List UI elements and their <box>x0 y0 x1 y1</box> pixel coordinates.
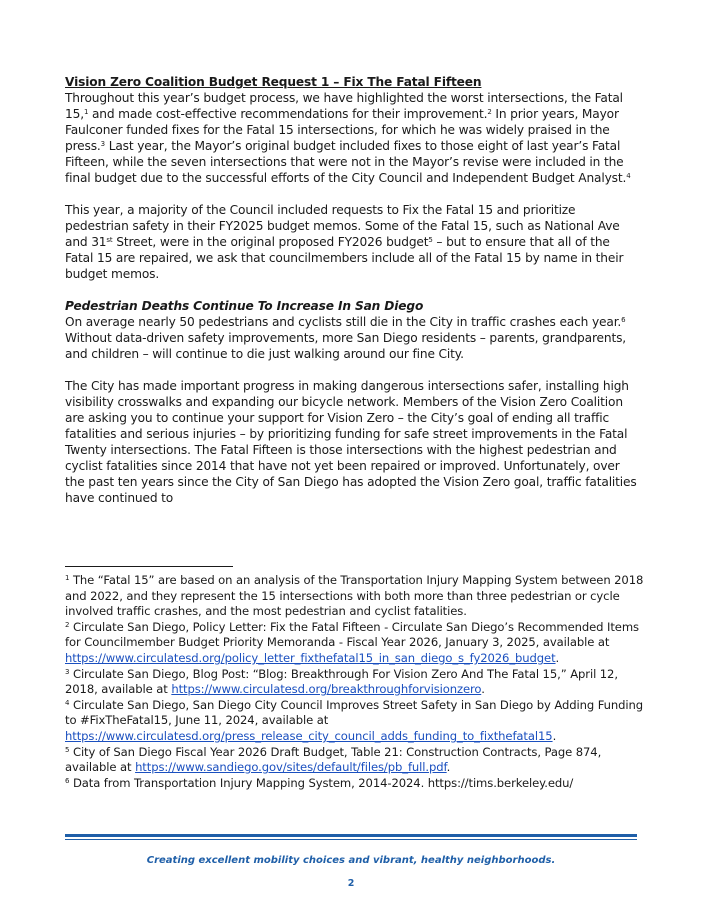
footnote-link[interactable]: https://www.circulatesd.org/press_release_city_council_adds_funding_to_fixthefatal15 <box>65 728 553 743</box>
paragraph-text: Street, were in the original proposed FY2026 budget <box>112 235 429 249</box>
footnote-number: 6 <box>65 776 70 785</box>
footnote-2 <box>65 620 645 667</box>
section-1-paragraph-2 <box>65 202 637 282</box>
footnote-5 <box>65 745 645 776</box>
footnote-link[interactable]: https://www.sandiego.gov/sites/default/files/pb_full.pdf <box>135 760 447 775</box>
paragraph-text: On average nearly 50 pedestrians and cyclists still die in the City in traffic crashes each year. <box>65 315 622 329</box>
footnote-punct: . <box>481 682 485 697</box>
footnote-ref[interactable]: 2 <box>487 108 492 116</box>
footnote-number: 2 <box>65 620 70 629</box>
footnote-number: 4 <box>65 698 70 707</box>
paragraph-text: Without data-driven safety improvements, more San Diego residents – parents, grandparents, and children – will continue to die just walking around our fine City. <box>65 331 627 361</box>
footnote-number: 3 <box>65 667 70 676</box>
page-number: 2 <box>347 878 355 889</box>
footnote-punct: . <box>446 760 451 775</box>
footnote-punct: . <box>552 728 557 743</box>
footnote-text: Data from Transportation Injury Mapping System, 2014-2024. https://tims.berkeley.edu/ <box>69 775 574 790</box>
paragraph-text: In prior years, Mayor Faulconer funded fixes for the Fatal 15 intersections, for which he was widely praised in the press. <box>65 107 619 153</box>
section-1 <box>65 74 637 186</box>
footer-tagline: Creating excellent mobility choices and vibrant, healthy neighborhoods. <box>146 855 556 866</box>
footnote-4 <box>65 698 645 745</box>
section-1-heading: Vision Zero Coalition Budget Request 1 – Fix The Fatal Fifteen <box>65 75 482 89</box>
footnote-ref[interactable]: 1 <box>83 108 89 116</box>
footnotes <box>65 573 645 791</box>
paragraph-text: Last year, the Mayor’s original budget included fixes to those eight of last year’s Fatal Fifteen, while the seven intersections that were not in the Mayor’s revise were included in the final budget due to the successful efforts of the City Council and Independent Budget Analyst. <box>65 139 627 185</box>
footnote-text: City of San Diego Fiscal Year 2026 Draft Budget, Table 21: Construction Contracts, Page 874, available at <box>65 744 602 775</box>
section-2-heading: Pedestrian Deaths Continue To Increase In San Diego <box>65 299 424 313</box>
footnote-ref[interactable]: 3 <box>100 140 105 148</box>
footnote-number: 1 <box>65 574 70 582</box>
footnote-text: The “Fatal 15” are based on an analysis of the Transportation Injury Mapping System between 2018 and 2022, and they represent the 15 intersections with both more than three pedestrian or cycle involved traffic crashes, and the most pedestrian and cyclist fatalities. <box>65 573 644 619</box>
footnote-separator <box>65 566 233 567</box>
footnote-3 <box>65 667 645 698</box>
footnote-link[interactable]: https://www.circulatesd.org/policy_letter_fixthefatal15_in_san_diego_s_fy2026_budget <box>65 650 556 665</box>
footnote-text: Circulate San Diego, Blog Post: “Blog: Breakthrough For Vision Zero And The Fatal 15,” April 12, 2018, available at <box>65 666 618 697</box>
footnote-ref[interactable]: 6 <box>621 316 626 324</box>
footnote-6 <box>65 776 645 792</box>
paragraph-text: This year, a majority of the Council included requests to Fix the Fatal 15 and prioritize pedestrian safety in their FY2025 budget memos. Some of the Fatal 15, such as National Ave and 31 <box>65 203 620 249</box>
section-2-paragraph-2: The City has made important progress in making dangerous intersections safer, installing high visibility crosswalks and expanding our bicycle network. Members of the Vision Zero Coalition are asking you to continue your support for Vision Zero – the City’s goal of ending all traffic fatalities and serious injuries – by prioritizing funding for safe street improvements in the Fatal Twenty intersections. The Fatal Fifteen is those intersections with the highest pedestrian and cyclist fatalities since 2014 that have not yet been repaired or improved. Unfortunately, over the past ten years since the City of San Diego has adopted the Vision Zero goal, traffic fatalities have continued to <box>65 379 637 505</box>
footnote-text: Circulate San Diego, San Diego City Council Improves Street Safety in San Diego by Adding Funding to #FixTheFatal15, June 11, 2024, available at <box>65 697 644 728</box>
ordinal-suffix: st <box>106 236 113 244</box>
footnote-1 <box>65 573 645 620</box>
paragraph-text: and made cost-effective recommendations for their improvement. <box>88 107 488 121</box>
footnote-ref[interactable]: 4 <box>626 172 631 180</box>
document-body <box>65 74 637 522</box>
footer-rule-thin <box>65 839 637 840</box>
footnote-number: 5 <box>65 745 70 754</box>
footnote-text: Circulate San Diego, Policy Letter: Fix the Fatal Fifteen - Circulate San Diego’s Recommended Items for Councilmember Budget Priority Memoranda - Fiscal Year 2026, January 3, 2025, available at <box>65 619 639 650</box>
paragraph-text: – but to ensure that all of the Fatal 15 are repaired, we ask that councilmembers include all of the Fatal 15 by name in their budget memos. <box>65 235 624 281</box>
footnote-link[interactable]: https://www.circulatesd.org/breakthroughforvisionzero <box>171 682 482 697</box>
paragraph-text: Throughout this year’s budget process, we have highlighted the worst intersections, the Fatal 15, <box>65 91 623 121</box>
section-2 <box>65 298 637 362</box>
footer-rule-thick <box>65 834 637 837</box>
footnote-ref[interactable]: 5 <box>428 236 433 244</box>
footnote-punct: . <box>555 650 560 665</box>
